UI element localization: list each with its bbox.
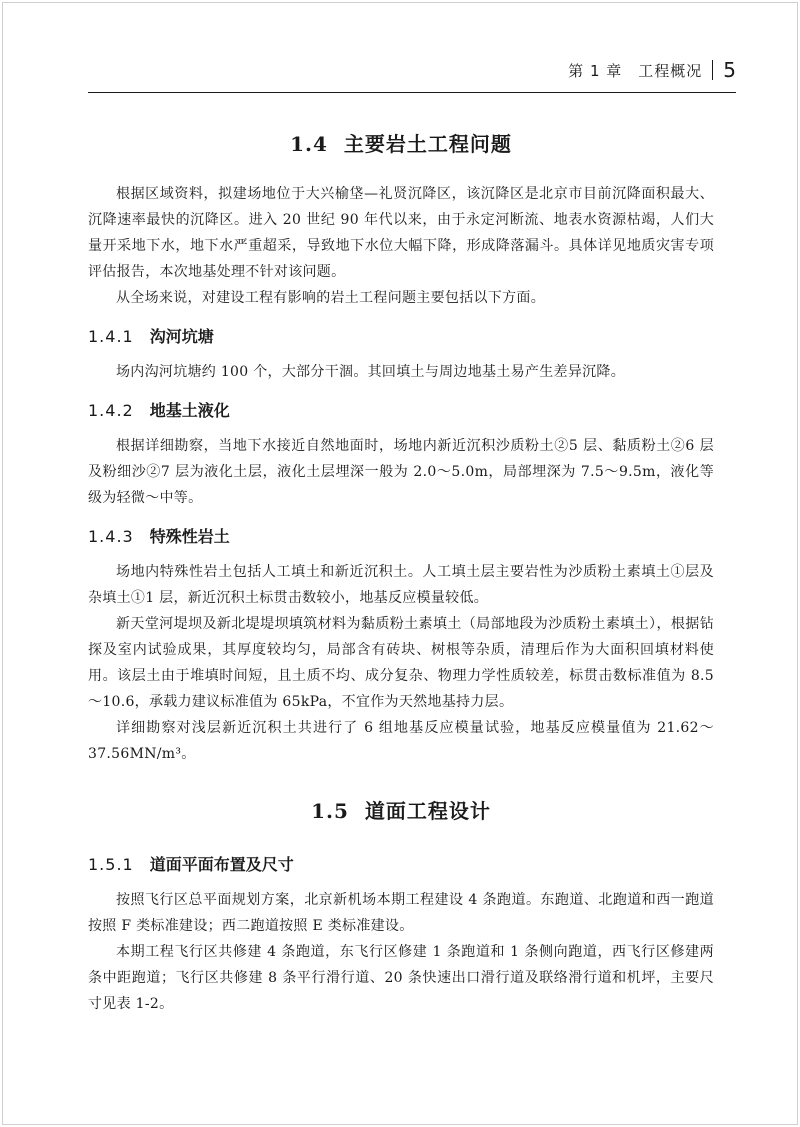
section-title: 主要岩土工程问题 bbox=[343, 132, 512, 156]
subsection-number: 1.4.2 bbox=[88, 401, 134, 420]
paragraph: 按照飞行区总平面规划方案，北京新机场本期工程建设 4 条跑道。东跑道、北跑道和西一跑道按照 F 类标准建设；西二跑道按照 E 类标准建设。 bbox=[88, 892, 714, 934]
paragraph: 详细勘察对浅层新近沉积土共进行了 6 组地基反应模量试验，地基反应模量值为 21.62～37.56MN/m³。 bbox=[88, 720, 714, 762]
subsection-heading-1-4-1 bbox=[88, 324, 714, 347]
paragraph: 根据详细勘察，当地下水接近自然地面时，场地内新近沉积沙质粉土②5 层、黏质粉土②6 层及粉细沙②7 层为液化土层，液化土层埋深一般为 2.0～5.0m，局部埋深为 7.5～9.5m，液化等级为轻微～中等。 bbox=[88, 438, 714, 506]
section-heading-1-4 bbox=[88, 128, 714, 157]
subsection-title: 道面平面布置及尺寸 bbox=[149, 855, 294, 874]
paragraph: 根据区域资料，拟建场地位于大兴榆垡—礼贤沉降区，该沉降区是北京市目前沉降面积最大、沉降速率最快的沉降区。进入 20 世纪 90 年代以来，由于永定河断流、地表水资源枯竭，人们大量开采地下水，地下水严重超采，导致地下水位大幅下降，形成降落漏斗。具体详见地质灾害专项评估报告，本次地基处理不针对该问题。 bbox=[88, 186, 714, 280]
section-title: 道面工程设计 bbox=[364, 799, 491, 823]
subsection-number: 1.4.3 bbox=[88, 527, 134, 546]
paragraph: 场地内特殊性岩土包括人工填土和新近沉积土。人工填土层主要岩性为沙质粉土素填土①层及杂填土①1 层，新近沉积土标贯击数较小，地基反应模量较低。 bbox=[88, 564, 714, 606]
subsection-title: 特殊性岩土 bbox=[149, 527, 230, 546]
subsection-number: 1.4.1 bbox=[88, 327, 134, 346]
header-rule bbox=[88, 92, 736, 93]
paragraph: 新天堂河堤坝及新北堤堤坝填筑材料为黏质粉土素填土（局部地段为沙质粉土素填土），根据钻探及室内试验成果，其厚度较均匀，局部含有砖块、树根等杂质，清理后作为大面积回填材料使用。该层土由于堆填时间短，且土质不均、成分复杂、物理力学性质较差，标贯击数标准值为 8.5～10.6，承载力建议标准值为 65kPa，不宜作为天然地基持力层。 bbox=[88, 616, 714, 710]
running-header bbox=[568, 58, 736, 82]
subsection-heading-1-4-2 bbox=[88, 398, 714, 421]
section-heading-1-5 bbox=[88, 795, 714, 824]
page-number: 5 bbox=[723, 58, 736, 82]
paragraph: 场内沟河坑塘约 100 个，大部分干涸。其回填土与周边地基土易产生差异沉降。 bbox=[116, 364, 626, 380]
section-number: 1.5 bbox=[311, 799, 349, 823]
subsection-title: 沟河坑塘 bbox=[149, 327, 214, 346]
subsection-heading-1-5-1 bbox=[88, 852, 714, 875]
page-body bbox=[88, 128, 714, 1017]
paragraph: 从全场来说，对建设工程有影响的岩土工程问题主要包括以下方面。 bbox=[116, 290, 545, 306]
chapter-title: 第 1 章 工程概况 bbox=[568, 61, 703, 80]
subsection-number: 1.5.1 bbox=[88, 855, 134, 874]
header-separator bbox=[712, 60, 713, 80]
section-number: 1.4 bbox=[290, 132, 328, 156]
paragraph: 本期工程飞行区共修建 4 条跑道，东飞行区修建 1 条跑道和 1 条侧向跑道，西飞行区修建两条中距跑道；飞行区共修建 8 条平行滑行道、20 条快速出口滑行道及联络滑行道和机坪，主要尺寸见表 1-2。 bbox=[88, 944, 714, 1012]
subsection-title: 地基土液化 bbox=[149, 401, 230, 420]
subsection-heading-1-4-3 bbox=[88, 524, 714, 547]
